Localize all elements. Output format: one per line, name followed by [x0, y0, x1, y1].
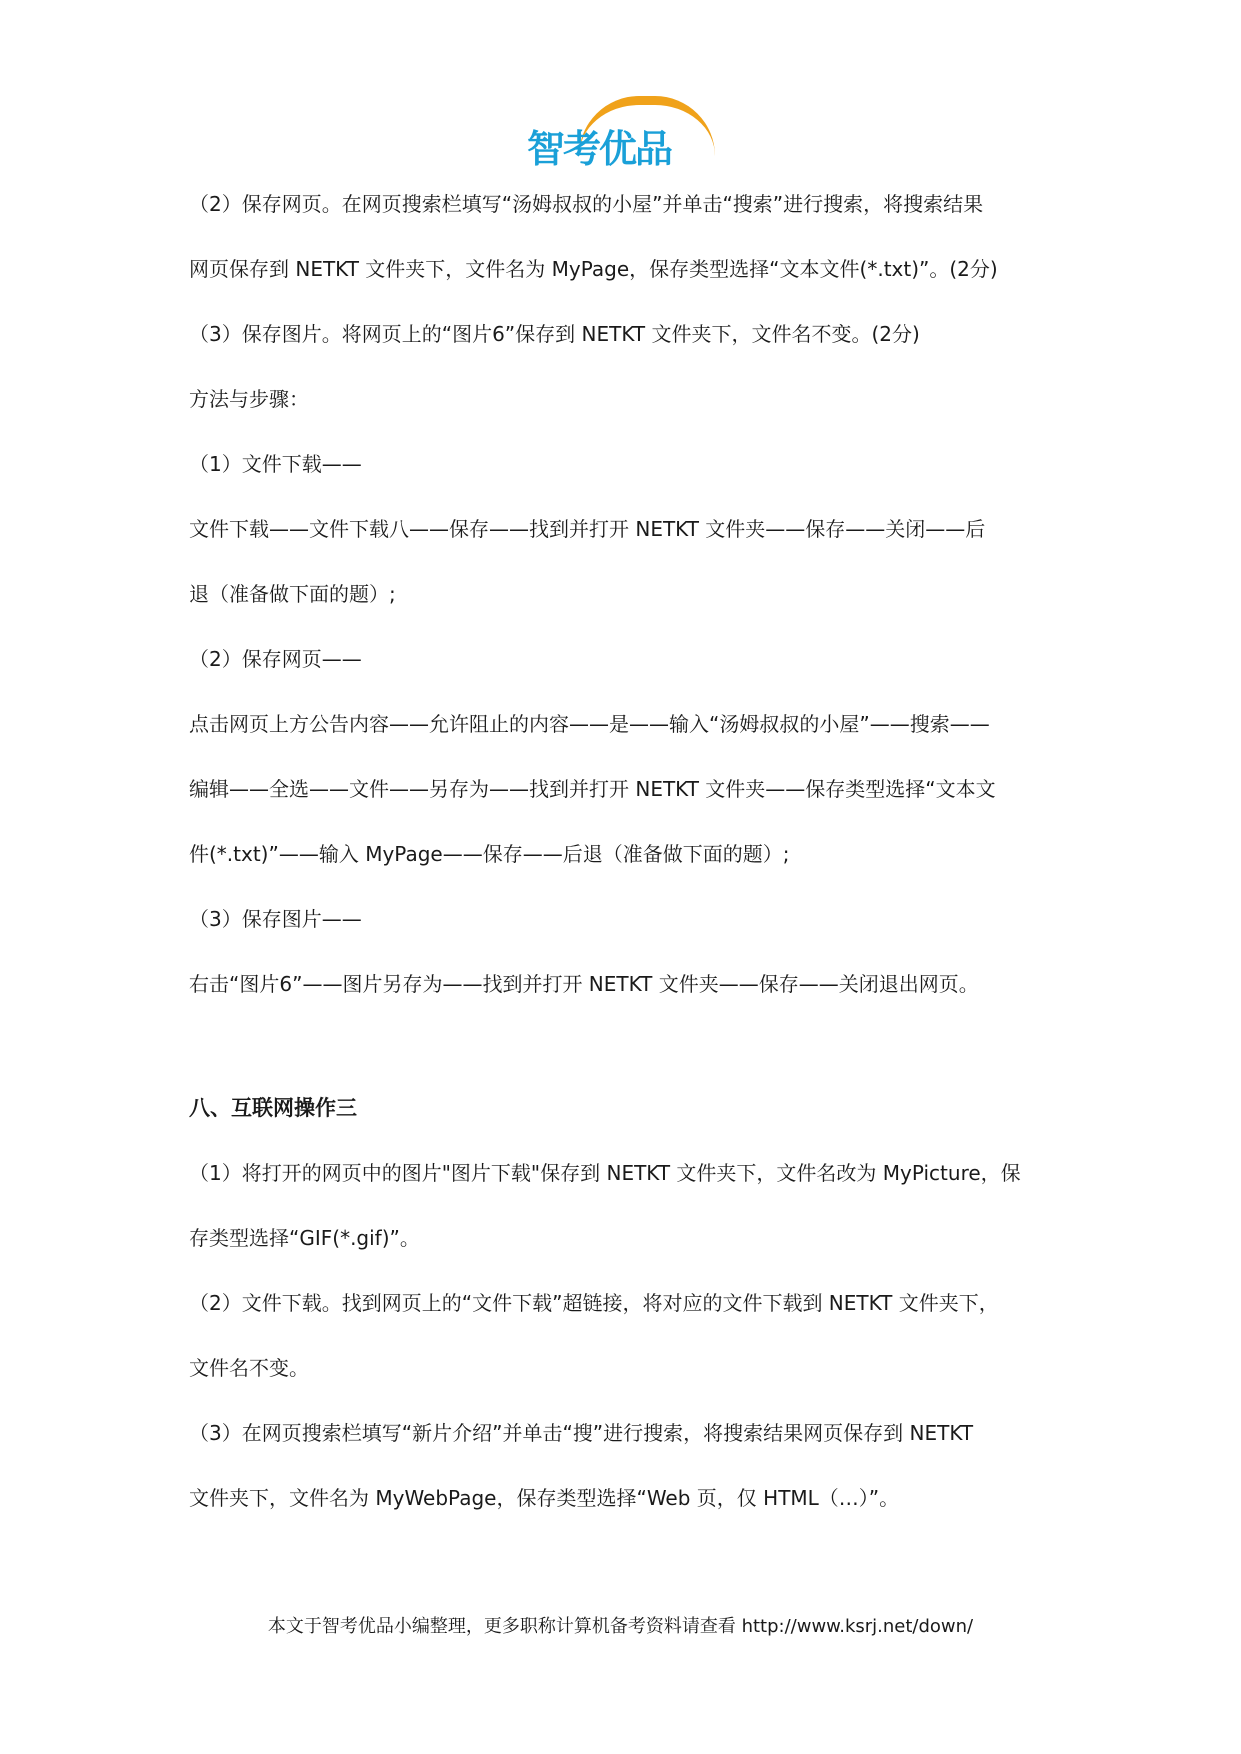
- paragraph-line: （2）保存网页。在网页搜索栏填写“汤姆叔叔的小屋”并单击“搜索”进行搜索，将搜索结果: [189, 192, 984, 216]
- paragraph-line: （3）保存图片——: [189, 907, 362, 931]
- brand-logo: [527, 96, 717, 170]
- paragraph-line: 退（准备做下面的题）;: [189, 582, 396, 606]
- paragraph-line: （1）文件下载——: [189, 452, 362, 476]
- footer-note: 本文于智考优品小编整理，更多职称计算机备考资料请查看 http://www.ksrj.net/down/: [267, 1616, 974, 1637]
- paragraph-line: （3）保存图片。将网页上的“图片6”保存到 NETKT 文件夹下，文件名不变。(2分): [189, 322, 920, 346]
- section-top: [189, 190, 1064, 998]
- paragraph-line: 方法与步骤：: [189, 387, 309, 411]
- paragraph-line: 文件下载——文件下载八——保存——找到并打开 NETKT 文件夹——保存——关闭——后: [189, 517, 986, 541]
- paragraph-line: 网页保存到 NETKT 文件夹下，文件名为 MyPage，保存类型选择“文本文件(*.txt)”。(2分): [189, 257, 998, 281]
- paragraph-line: （2）文件下载。找到网页上的“文件下载”超链接，将对应的文件下载到 NETKT 文件夹下，: [189, 1291, 999, 1315]
- section-heading: 八、互联网操作三: [189, 1096, 357, 1120]
- paragraph-line: 文件夹下，文件名为 MyWebPage，保存类型选择“Web 页，仅 HTML（…）”。: [189, 1486, 900, 1510]
- section-bottom: [189, 1159, 1064, 1512]
- paragraph-line: 件(*.txt)”——输入 MyPage——保存——后退（准备做下面的题）;: [189, 842, 790, 866]
- document-body: [189, 190, 1064, 1549]
- paragraph-line: 编辑——全选——文件——另存为——找到并打开 NETKT 文件夹——保存类型选择“文本文: [189, 777, 996, 801]
- logo-text: 智考优品: [527, 127, 672, 171]
- paragraph-line: 存类型选择“GIF(*.gif)”。: [189, 1226, 420, 1250]
- paragraph-line: 文件名不变。: [189, 1356, 309, 1380]
- paragraph-line: 右击“图片6”——图片另存为——找到并打开 NETKT 文件夹——保存——关闭退出网页。: [189, 972, 979, 996]
- paragraph-line: 点击网页上方公告内容——允许阻止的内容——是——输入“汤姆叔叔的小屋”——搜索——: [189, 712, 990, 736]
- paragraph-line: （1）将打开的网页中的图片"图片下载"保存到 NETKT 文件夹下，文件名改为 MyPicture，保: [189, 1161, 1021, 1185]
- paragraph-line: （2）保存网页——: [189, 647, 362, 671]
- paragraph-line: （3）在网页搜索栏填写“新片介绍”并单击“搜”进行搜索，将搜索结果网页保存到 NETKT: [189, 1421, 974, 1445]
